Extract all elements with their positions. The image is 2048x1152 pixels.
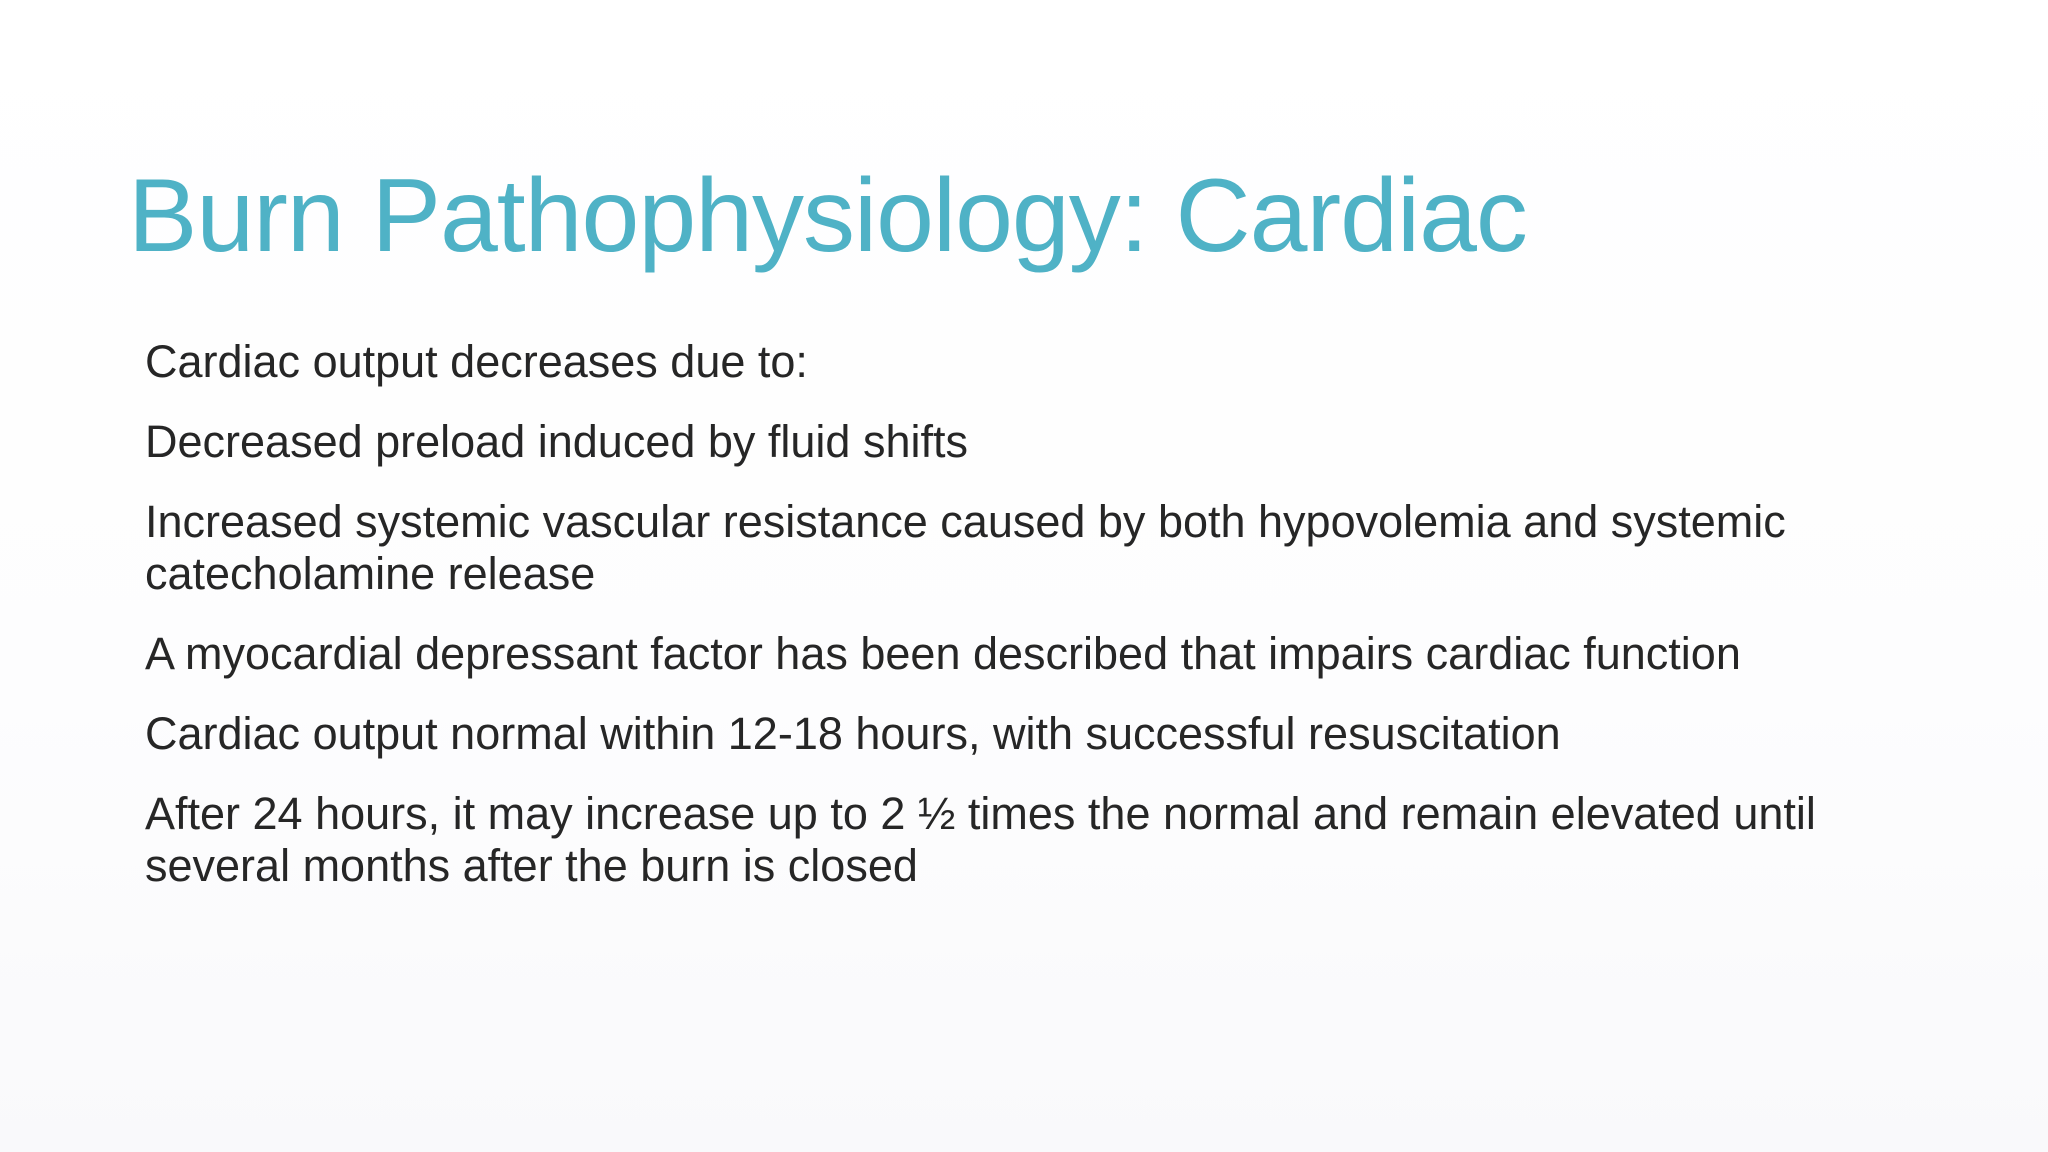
bullet-item: After 24 hours, it may increase up to 2 ½ times the normal and remain elevated until several months after the burn is closed <box>145 788 1816 891</box>
slide-title: Burn Pathophysiology: Cardiac <box>128 158 1527 274</box>
bullet-item: A myocardial depressant factor has been described that impairs cardiac function <box>145 628 1741 679</box>
bullet-item: Cardiac output normal within 12-18 hours, with successful resuscitation <box>145 708 1561 759</box>
bullet-item: Cardiac output decreases due to: <box>145 336 808 387</box>
bullet-item: Decreased preload induced by fluid shifts <box>145 416 968 467</box>
bullet-list <box>145 336 1905 920</box>
bullet-item: Increased systemic vascular resistance caused by both hypovolemia and systemic catecholamine release <box>145 496 1786 599</box>
